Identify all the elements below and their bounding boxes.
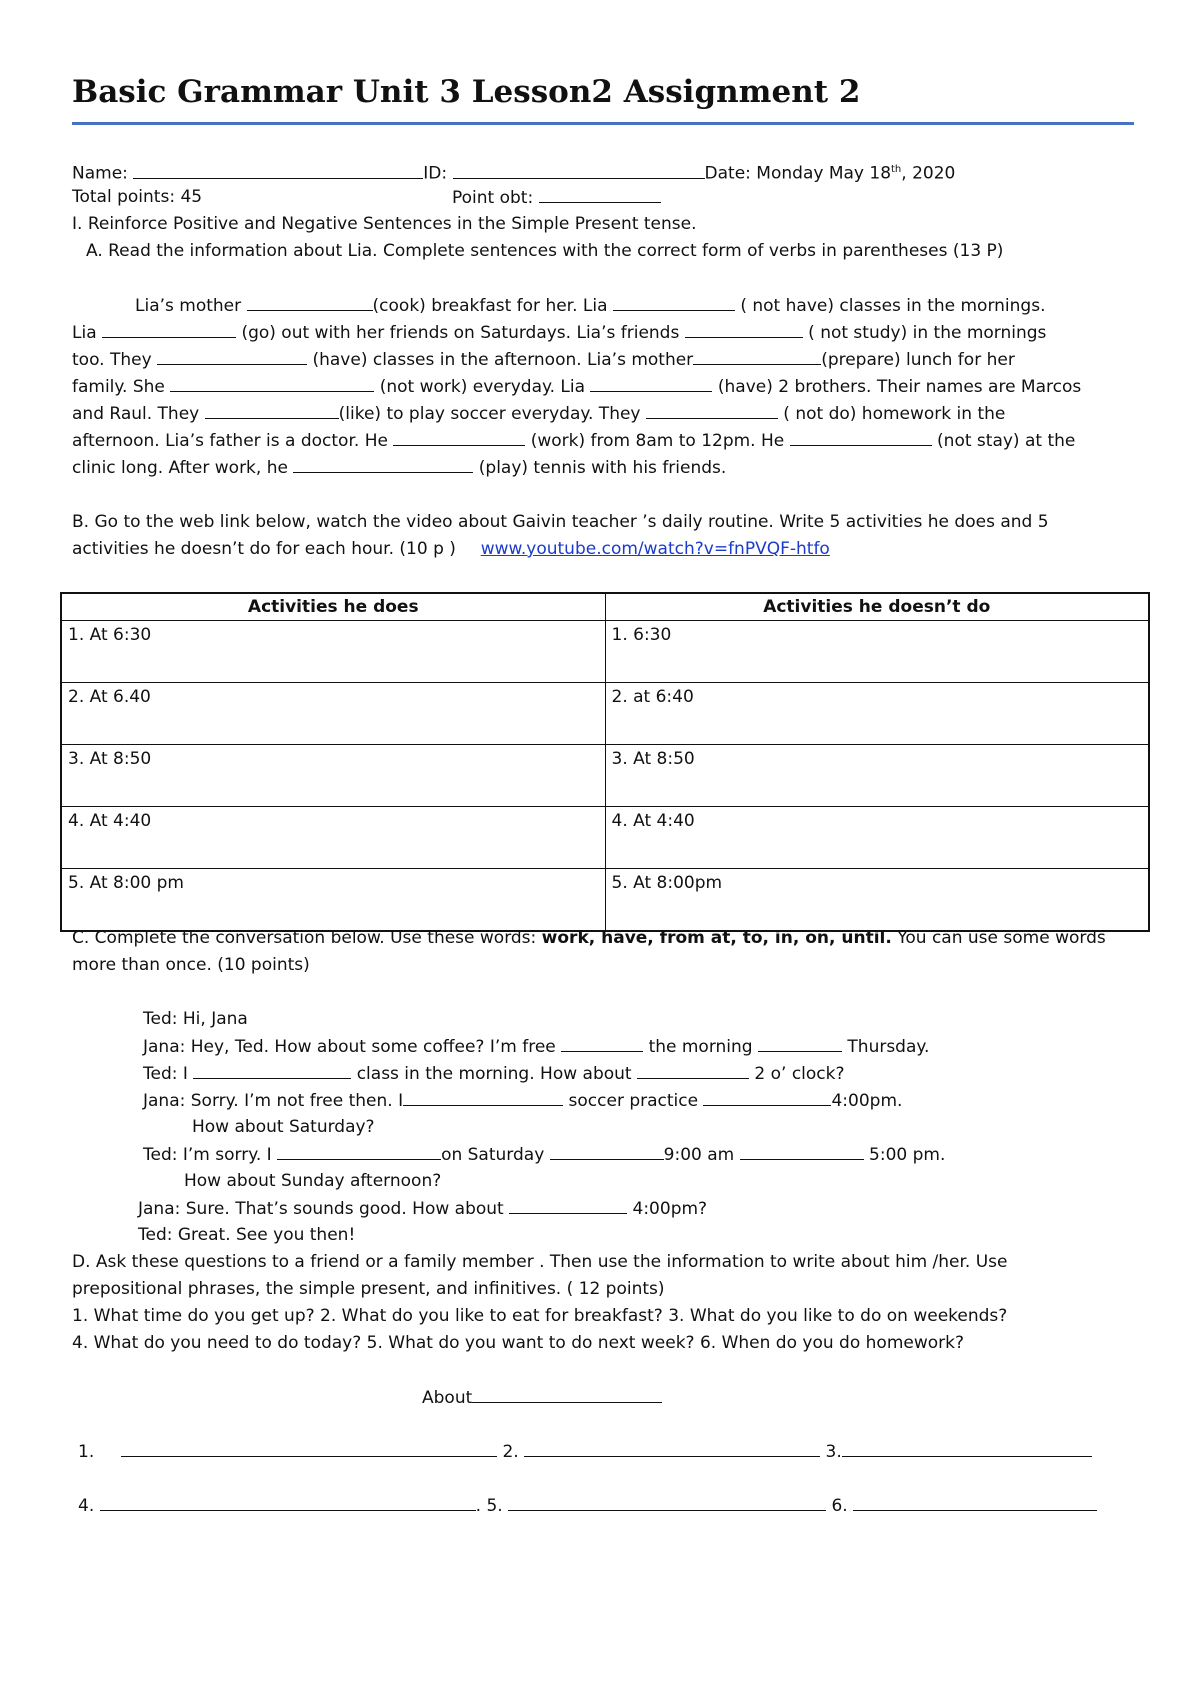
text: Lia (72, 323, 97, 343)
date-year: , 2020 (901, 163, 956, 184)
total-points: Total points: 45 (72, 187, 203, 207)
answer-blank[interactable] (590, 376, 712, 392)
answer-blank[interactable] (393, 430, 525, 446)
text: and Raul. They (72, 404, 200, 424)
paragraph-line (72, 349, 1015, 370)
text: Jana: Hey, Ted. How about some coffee? I’m free (143, 1037, 556, 1057)
answer-blank[interactable] (853, 1495, 1097, 1511)
answer-line-row-1 (78, 1441, 1092, 1462)
answer-blank[interactable] (247, 295, 373, 311)
text: activities he doesn’t do for each hour. (10 p ) (72, 539, 456, 559)
answer-blank[interactable] (509, 1198, 627, 1214)
page-title: Basic Grammar Unit 3 Lesson2 Assignment 2 (72, 74, 861, 110)
table-row (61, 869, 1149, 932)
answer-blank[interactable] (637, 1063, 749, 1079)
text: (go) out with her friends on Saturdays. Lia’s friends (241, 323, 680, 343)
paragraph-line (72, 403, 1005, 424)
text: Ted: I (143, 1064, 188, 1084)
id-label: ID: (423, 163, 448, 184)
text: 2 o’ clock? (754, 1064, 845, 1084)
text: 4:00pm. (831, 1091, 903, 1111)
text: (play) tennis with his friends. (478, 458, 727, 478)
date-suffix: th (891, 164, 902, 175)
name-blank[interactable] (133, 163, 423, 179)
id-blank[interactable] (453, 163, 705, 179)
dialogue-line (138, 1198, 707, 1219)
text: ( not have) classes in the mornings. (740, 296, 1046, 316)
table-row (61, 621, 1149, 683)
text: (prepare) lunch for her (821, 350, 1015, 370)
header-line-1 (72, 160, 955, 184)
about-blank[interactable] (472, 1387, 662, 1403)
table-header-row (61, 593, 1149, 621)
answer-blank[interactable] (561, 1036, 643, 1052)
answer-blank[interactable] (293, 457, 473, 473)
part-a-instructions: A. Read the information about Lia. Complete sentences with the correct form of verbs in parentheses (13 P) (86, 241, 1004, 261)
column-header-does: Activities he does (61, 593, 605, 621)
answer-blank[interactable] (550, 1144, 664, 1160)
text: (not work) everyday. Lia (379, 377, 586, 397)
text: You can use some words (897, 928, 1106, 948)
text: (have) classes in the afternoon. Lia’s mother (312, 350, 694, 370)
answer-blank[interactable] (758, 1036, 842, 1052)
point-obt-label: Point obt: (452, 188, 534, 208)
text: the morning (648, 1037, 753, 1057)
text: 9:00 am (663, 1145, 735, 1165)
table-cell[interactable]: 4. At 4:40 (61, 807, 605, 869)
dialogue-line: How about Sunday afternoon? (184, 1171, 442, 1191)
about-line (422, 1387, 662, 1408)
dialogue-line (143, 1144, 945, 1165)
answer-blank[interactable] (703, 1090, 831, 1106)
text: Lia’s mother (135, 296, 242, 316)
answer-blank[interactable] (685, 322, 803, 338)
activities-table (60, 592, 1150, 932)
text: (cook) breakfast for her. Lia (372, 296, 608, 316)
title-underline (72, 122, 1134, 125)
text: Thursday. (847, 1037, 930, 1057)
answer-number: 2. (502, 1442, 519, 1462)
table-row (61, 807, 1149, 869)
youtube-link[interactable]: www.youtube.com/watch?v=fnPVQF-htfo (480, 539, 830, 559)
answer-blank[interactable] (842, 1441, 1092, 1457)
answer-blank[interactable] (508, 1495, 826, 1511)
table-cell[interactable]: 3. At 8:50 (61, 745, 605, 807)
answer-blank[interactable] (100, 1495, 476, 1511)
dialogue-line: How about Saturday? (192, 1117, 375, 1137)
text: (have) 2 brothers. Their names are Marcos (717, 377, 1082, 397)
text: (work) from 8am to 12pm. He (530, 431, 785, 451)
text: Jana: Sure. That’s sounds good. How about (138, 1199, 504, 1219)
table-cell[interactable]: 5. At 8:00pm (605, 869, 1149, 932)
dialogue-line: Ted: Hi, Jana (143, 1009, 248, 1029)
answer-number: . 5. (475, 1496, 503, 1516)
table-row (61, 683, 1149, 745)
questions-line-1: 1. What time do you get up? 2. What do you like to eat for breakfast? 3. What do you like to do on weekends? (72, 1306, 1008, 1326)
answer-blank[interactable] (193, 1063, 351, 1079)
text: Jana: Sorry. I’m not free then. I (143, 1091, 404, 1111)
section-1-heading: I. Reinforce Positive and Negative Sentences in the Simple Present tense. (72, 214, 697, 234)
answer-number: 3. (825, 1442, 842, 1462)
paragraph-line (72, 457, 726, 478)
table-row (61, 745, 1149, 807)
part-c-instructions-line-2: more than once. (10 points) (72, 955, 310, 975)
answer-blank[interactable] (121, 1441, 497, 1457)
name-label: Name: (72, 163, 128, 184)
answer-blank[interactable] (740, 1144, 864, 1160)
answer-blank[interactable] (102, 322, 236, 338)
answer-blank[interactable] (613, 295, 735, 311)
table-cell[interactable]: 2. At 6.40 (61, 683, 605, 745)
answer-number: 6. (831, 1496, 848, 1516)
text: Ted: I’m sorry. I (143, 1145, 272, 1165)
dialogue-line (143, 1036, 929, 1057)
text: on Saturday (441, 1145, 545, 1165)
date-label: Date: Monday May 18 (704, 163, 892, 184)
table-cell[interactable]: 4. At 4:40 (605, 807, 1149, 869)
point-obt-blank[interactable] (539, 187, 661, 203)
answer-blank[interactable] (790, 430, 932, 446)
answer-line-row-2 (78, 1495, 1097, 1516)
text: C. Complete the conversation below. Use these words: (72, 928, 537, 948)
answer-number: 1. (78, 1442, 95, 1462)
text: clinic long. After work, he (72, 458, 288, 478)
answer-blank[interactable] (277, 1144, 441, 1160)
answer-blank[interactable] (524, 1441, 820, 1457)
answer-blank[interactable] (693, 349, 821, 365)
paragraph-line (135, 295, 1045, 316)
column-header-doesnt: Activities he doesn’t do (605, 593, 1149, 621)
part-c-instructions-line-1 (72, 928, 1106, 948)
text: ( not study) in the mornings (808, 323, 1047, 343)
text: 4:00pm? (632, 1199, 708, 1219)
answer-blank[interactable] (157, 349, 307, 365)
about-label: About (422, 1388, 473, 1408)
text: too. They (72, 350, 152, 370)
dialogue-line (143, 1090, 902, 1111)
table-cell[interactable]: 1. 6:30 (605, 621, 1149, 683)
text: class in the morning. How about (356, 1064, 632, 1084)
paragraph-line (72, 376, 1081, 397)
part-b-instructions-line-2 (72, 539, 830, 559)
answer-blank[interactable] (646, 403, 778, 419)
table-cell[interactable]: 3. At 8:50 (605, 745, 1149, 807)
table-cell[interactable]: 1. At 6:30 (61, 621, 605, 683)
text: afternoon. Lia’s father is a doctor. He (72, 431, 388, 451)
answer-blank[interactable] (205, 403, 339, 419)
text: (not stay) at the (937, 431, 1076, 451)
text: soccer practice (568, 1091, 699, 1111)
table-cell[interactable]: 5. At 8:00 pm (61, 869, 605, 932)
questions-line-2: 4. What do you need to do today? 5. What do you want to do next week? 6. When do you do homework? (72, 1333, 964, 1353)
text: family. She (72, 377, 165, 397)
word-bank: work, have, from at, to, in, on, until. (541, 928, 892, 948)
dialogue-line: Ted: Great. See you then! (138, 1225, 356, 1245)
part-b-instructions-line-1: B. Go to the web link below, watch the video about Gaivin teacher ’s daily routine. Write 5 activities he does and 5 (72, 512, 1049, 532)
text: 5:00 pm. (869, 1145, 946, 1165)
paragraph-line (72, 322, 1046, 343)
text: (like) to play soccer everyday. They (338, 404, 641, 424)
answer-blank[interactable] (403, 1090, 563, 1106)
part-d-instructions-line-1: D. Ask these questions to a friend or a family member . Then use the information to write about him /her. Use (72, 1252, 1008, 1272)
part-d-instructions-line-2: prepositional phrases, the simple present, and infinitives. ( 12 points) (72, 1279, 665, 1299)
text: ( not do) homework in the (783, 404, 1006, 424)
dialogue-line (143, 1063, 845, 1084)
answer-number: 4. (78, 1496, 95, 1516)
answer-blank[interactable] (170, 376, 374, 392)
table-cell[interactable]: 2. at 6:40 (605, 683, 1149, 745)
paragraph-line (72, 430, 1075, 451)
point-obtained (452, 187, 661, 208)
